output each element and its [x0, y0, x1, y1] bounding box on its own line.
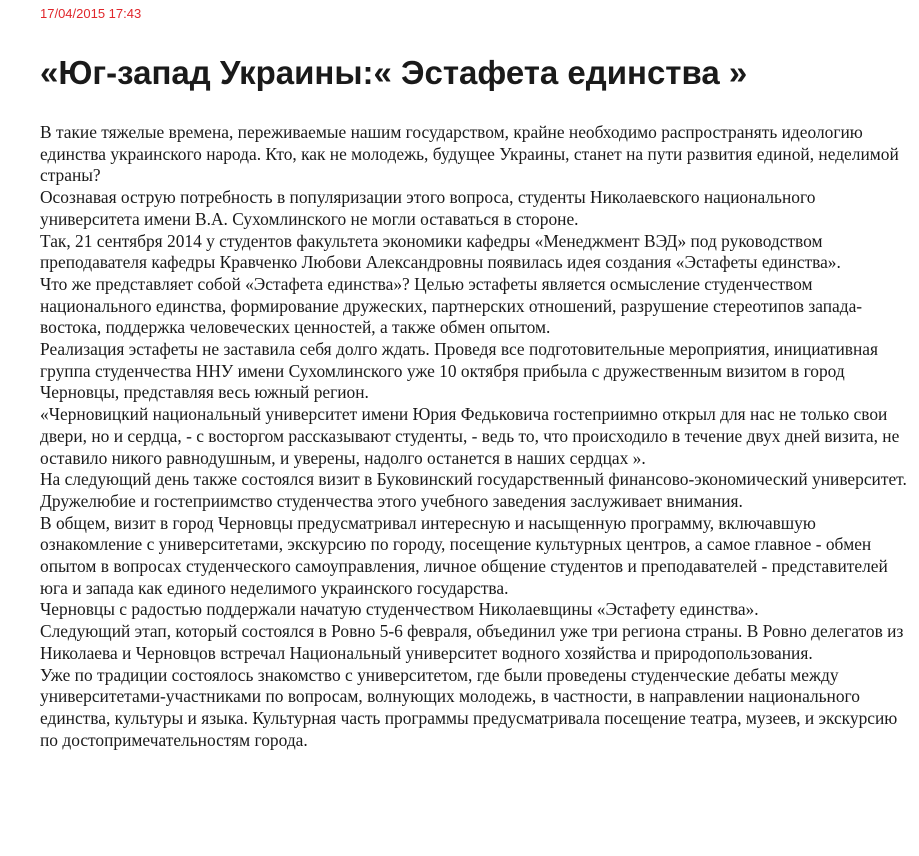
- article-paragraph: Что же представляет собой «Эстафета единства»? Целью эстафеты является осмысление студенчеством национального единства, формирование дружеских, партнерских отношений, разрушение стереотипов запада-востока, поддержка человеческих ценностей, а также обмен опытом.: [40, 273, 863, 338]
- article-paragraph: Черновцы с радостью поддержали начатую студенчеством Николаевщины «Эстафету единства».: [40, 599, 759, 620]
- article-paragraph: Осознавая острую потребность в популяризации этого вопроса, студенты Николаевского национального университета имени В.А. Сухомлинского не могли оставаться в стороне.: [40, 187, 816, 229]
- article-body: [40, 122, 910, 751]
- article-paragraph: Следующий этап, который состоялся в Ровно 5-6 февраля, объединил уже три региона страны. В Ровно делегатов из Николаева и Черновцов встречал Национальный университет водного хозяйства и природопользования.: [40, 621, 904, 663]
- article-title: «Юг-запад Украины:« Эстафета единства »: [40, 54, 748, 91]
- article-paragraph: Реализация эстафеты не заставила себя долго ждать. Проведя все подготовительные мероприятия, инициативная группа студенчества ННУ имени Сухомлинского уже 10 октября прибыла с дружественным визитом в город Черновцы, представляя весь южный регион.: [40, 339, 878, 403]
- article-paragraph: В общем, визит в город Черновцы предусматривал интересную и насыщенную программу, включавшую ознакомление с университетами, экскурсию по городу, посещение культурных центров, а самое главное - обмен опытом в вопросах студенческого самоуправления, личное общение студентов и преподавателей - представителей юга и запада как единого неделимого украинского государства.: [40, 512, 888, 598]
- article-paragraph: На следующий день также состоялся визит в Буковинский государственный финансово-экономический университет. Дружелюбие и гостеприимство студенчества этого учебного заведения заслуживает внимания.: [40, 469, 907, 511]
- publication-date: 17/04/2015 17:43: [40, 6, 142, 21]
- article-paragraph: Так, 21 сентября 2014 у студентов факультета экономики кафедры «Менеджмент ВЭД» под руководством преподавателя кафедры Кравченко Любови Александровны появилась идея создания «Эстафеты единства».: [40, 230, 841, 273]
- article-paragraph: В такие тяжелые времена, переживаемые нашим государством, крайне необходимо распространять идеологию единства украинского народа. Кто, как не молодежь, будущее Украины, станет на пути развития единой, неделимой страны?: [40, 122, 899, 186]
- article-paragraph: Уже по традиции состоялось знакомство с университетом, где были проведены студенческие дебаты между университетами-участниками по вопросам, волнующих молодежь, в частности, в направлении национального единства, культуры и языка. Культурная часть программы предусматривала посещение театра, музеев, и экскурсию по достопримечательностям города.: [40, 664, 898, 750]
- article-paragraph: «Черновицкий национальный университет имени Юрия Федьковича гостеприимно открыл для нас не только свои двери, но и сердца, - с восторгом рассказывают студенты, - ведь то, что происходило в течение двух дней визита, не оставило никого равнодушным, и уверены, надолго останется в наших сердцах ».: [40, 404, 900, 468]
